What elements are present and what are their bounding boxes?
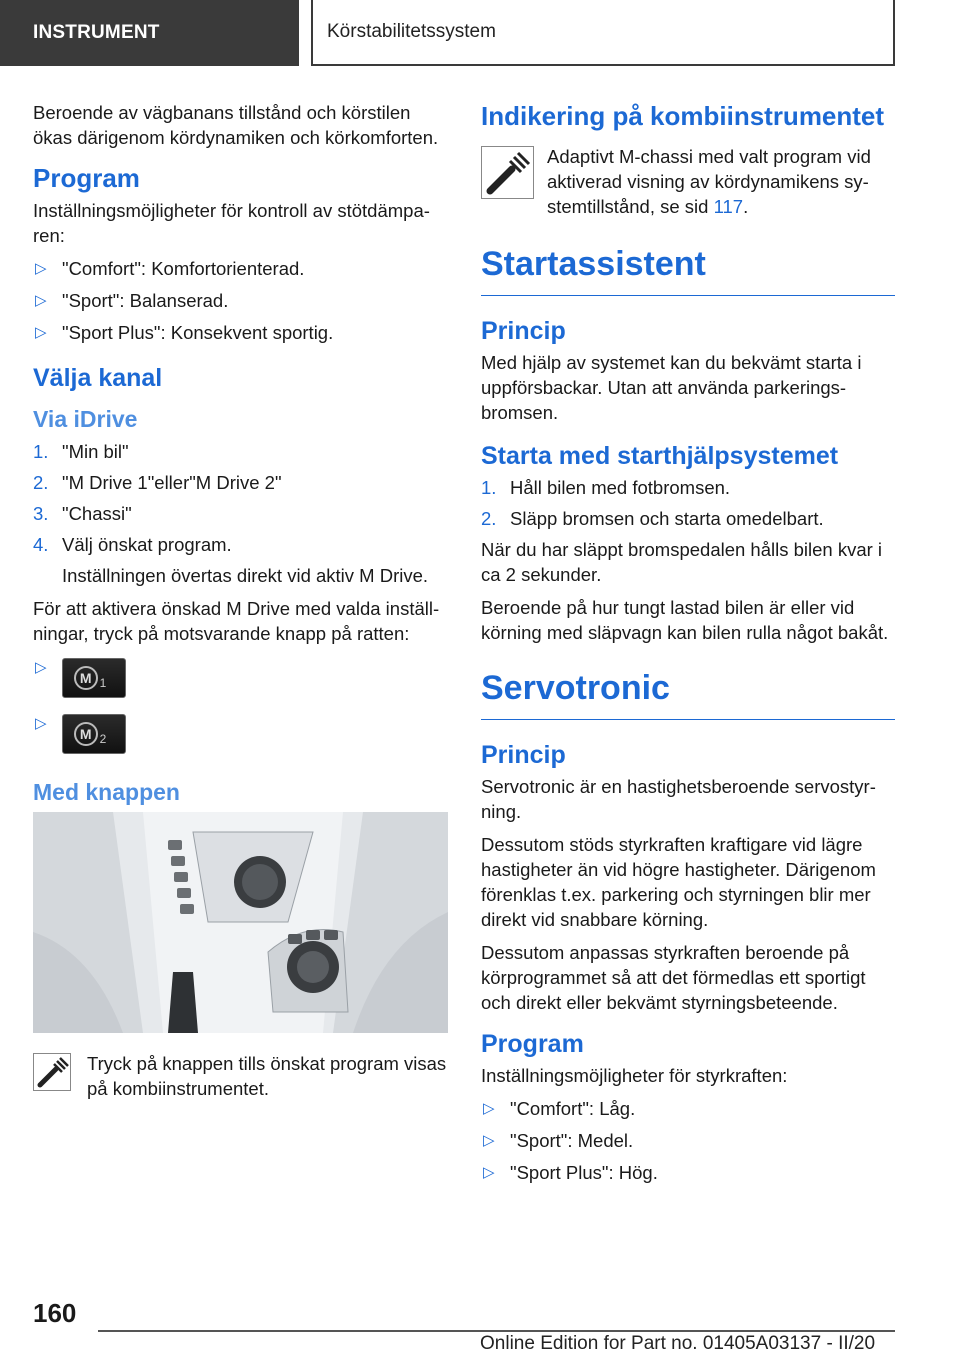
triangle-bullet-icon: ▷ [35, 324, 47, 341]
list-item: ▷ "Comfort": Komfortorienterad. [35, 258, 305, 279]
triangle-bullet-icon: ▷ [483, 1164, 495, 1181]
triangle-bullet-icon: ▷ [35, 260, 47, 277]
section-title: INSTRUMENT [0, 0, 299, 66]
start-paragraph-1: När du har släppt bromspedalen hålls bilen kvar i ca 2 sekunder. [481, 539, 883, 585]
page-header [0, 0, 960, 66]
program-heading: Program [33, 163, 140, 193]
page-link[interactable]: 117 [713, 196, 744, 217]
servo-paragraph-1: Servotronic är en hastighetsberoende servostyrning. [481, 776, 876, 822]
start-system-heading: Starta med starthjälpsystemet [481, 442, 839, 470]
triangle-bullet-icon: ▷ [483, 1100, 495, 1117]
m2-button-item [33, 714, 448, 758]
wrench-indicator-icon [33, 1053, 71, 1091]
start-assistant-heading: Startassistent [481, 243, 895, 296]
list-item: 2. Släpp bromsen och starta omedelbart. [481, 508, 824, 529]
button-note: Tryck på knappen tills önskat program visas på kombiinstrumentet. [33, 1051, 448, 1101]
center-console-photo [33, 812, 448, 1033]
triangle-bullet-icon: ▷ [35, 659, 47, 676]
principle-heading: Princip [481, 317, 566, 345]
activate-text: För att aktivera önskad M Drive med valda inställningar, tryck på motsvarande knapp på ratten: [33, 598, 440, 644]
edition-text: Online Edition for Part no. 01405A03137 - II/20 [480, 1333, 876, 1354]
list-item: 1. "Min bil" [33, 441, 129, 462]
via-idrive-heading: Via iDrive [33, 406, 138, 432]
shock-absorber-indicator-icon [481, 146, 534, 199]
servotronic-heading: Servotronic [481, 667, 895, 720]
list-item: ▷ "Sport": Medel. [483, 1130, 634, 1151]
indication-note: Adaptivt M-chassi med valt program vid aktiverad visning av kördynamikens systemtillstånd, se sid 117. [481, 144, 895, 219]
start-steps [481, 475, 895, 531]
list-item: 2. "M Drive 1"eller"M Drive 2" [33, 472, 282, 493]
servo-program-intro: Inställningsmöjligheter för styrkraften: [481, 1065, 788, 1086]
list-item: ▷ "Sport Plus": Konsekvent sportig. [35, 322, 334, 343]
servo-program-list [481, 1096, 895, 1185]
right-column [481, 100, 895, 1192]
list-item: ▷ "Sport Plus": Hög. [483, 1162, 658, 1183]
center-console-illustration [33, 812, 448, 1033]
idrive-steps [33, 439, 448, 557]
servo-program-heading: Program [481, 1030, 584, 1058]
servo-principle-heading: Princip [481, 741, 566, 769]
with-button-heading: Med knappen [33, 779, 180, 805]
list-item: ▷ "Comfort": Låg. [483, 1098, 636, 1119]
m1-button-item [33, 658, 448, 702]
servo-paragraph-3: Dessutom anpassas styrkraften beroende på körprogrammet så att det förmedlas ett sportigt och direkt eller bekvämt styrningsbeteende. [481, 942, 866, 1013]
list-item: 4. Välj önskat program. [33, 534, 232, 555]
page-number: 160 [33, 1298, 77, 1328]
m-drive-2-button-icon: M 2 [62, 714, 126, 754]
chapter-title: Körstabilitetssystem [311, 0, 895, 66]
intro-text: Beroende av vägbanans tillstånd och körstilen ökas därigenom kördynamiken och körkomforten. [33, 102, 439, 148]
program-intro: Inställningsmöjligheter för kontroll av stötdämparen: [33, 200, 430, 246]
m-drive-1-button-icon: M 1 [62, 658, 126, 698]
triangle-bullet-icon: ▷ [483, 1132, 495, 1149]
left-column [33, 100, 448, 1101]
principle-text: Med hjälp av systemet kan du bekvämt starta i uppförsbackar. Utan att använda parkeringsbromsen. [481, 352, 862, 423]
triangle-bullet-icon: ▷ [35, 292, 47, 309]
step-note: Inställningen övertas direkt vid aktiv M Drive. [62, 565, 429, 586]
list-item: 3. "Chassi" [33, 503, 132, 524]
footer-divider [98, 1330, 895, 1332]
program-list [33, 256, 448, 345]
triangle-bullet-icon: ▷ [35, 715, 47, 732]
start-paragraph-2: Beroende på hur tungt lastad bilen är eller vid körning med släpvagn kan bilen rulla något bakåt. [481, 597, 889, 643]
select-channel-heading: Välja kanal [33, 364, 163, 392]
indication-heading: Indikering på kombiinstrumentet [481, 101, 885, 131]
servo-paragraph-2: Dessutom stöds styrkraften kraftigare vid lägre hastigheter än vid högre hastigheter. Därigenom förenklas t.ex. parkering och styrningen blir mer direkt vid snabbare körning. [481, 834, 876, 930]
list-item: 1. Håll bilen med fotbromsen. [481, 477, 731, 498]
list-item: ▷ "Sport": Balanserad. [35, 290, 229, 311]
